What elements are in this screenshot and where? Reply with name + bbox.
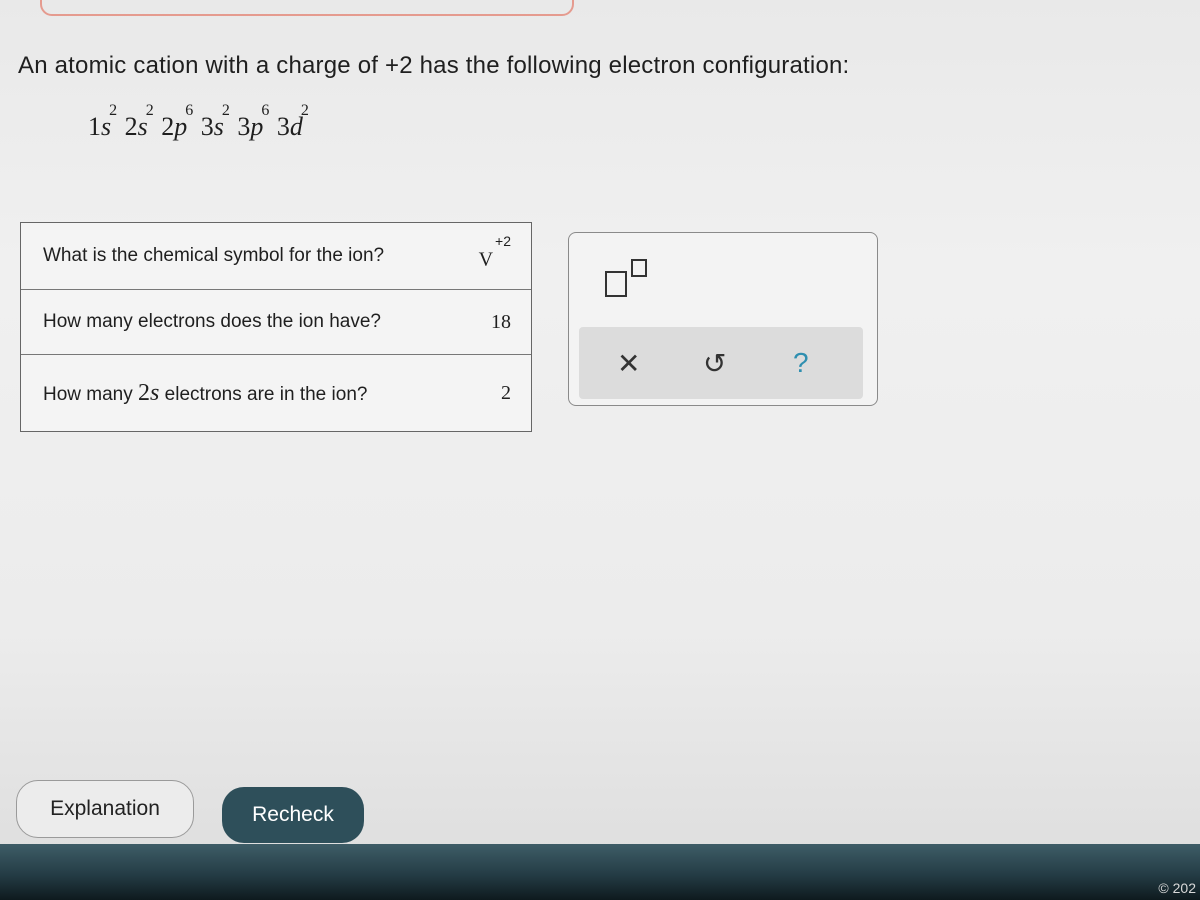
undo-icon[interactable]: ↺ <box>703 348 727 379</box>
previous-section-outline <box>40 0 574 16</box>
copyright-text: © 202 <box>1158 880 1196 896</box>
question-label: What is the chemical symbol for the ion? <box>43 245 385 266</box>
config-term: $2s^2$ <box>124 102 154 141</box>
config-term: $3d^2$ <box>276 102 309 141</box>
answer-field-2s-electrons[interactable]: 2 <box>501 381 511 404</box>
question-label: How many electrons does the ion have? <box>43 311 381 332</box>
answer-field-electrons[interactable]: 18 <box>491 310 511 333</box>
config-term: $1s^2$ <box>88 102 118 141</box>
explanation-button[interactable]: Explanation <box>16 780 194 838</box>
answer-tools-panel <box>568 232 878 406</box>
question-table <box>20 222 532 432</box>
config-term: $2p^6$ <box>161 102 194 141</box>
question-row-symbol <box>21 223 531 290</box>
question-label: How many 2s electrons are in the ion? <box>43 379 368 406</box>
superscript-box-icon[interactable] <box>605 259 655 295</box>
footer-band <box>0 844 1200 900</box>
question-row-electrons <box>21 290 531 355</box>
config-term: $3s^2$ <box>200 102 230 141</box>
config-term: $3p^6$ <box>237 102 270 141</box>
action-bar <box>579 327 863 399</box>
x-icon[interactable]: ✕ <box>617 348 641 379</box>
recheck-button[interactable]: Recheck <box>222 787 364 843</box>
question-prompt: An atomic cation with a charge of +2 has the following electron configuration: <box>18 52 850 79</box>
base-box <box>605 271 627 297</box>
exponent-box <box>631 259 647 277</box>
electron-configuration <box>88 102 310 142</box>
question-row-2s-electrons <box>21 355 531 431</box>
question-icon[interactable]: ? <box>793 347 809 378</box>
answer-field-symbol[interactable]: $V^{+2}$ <box>478 233 511 271</box>
